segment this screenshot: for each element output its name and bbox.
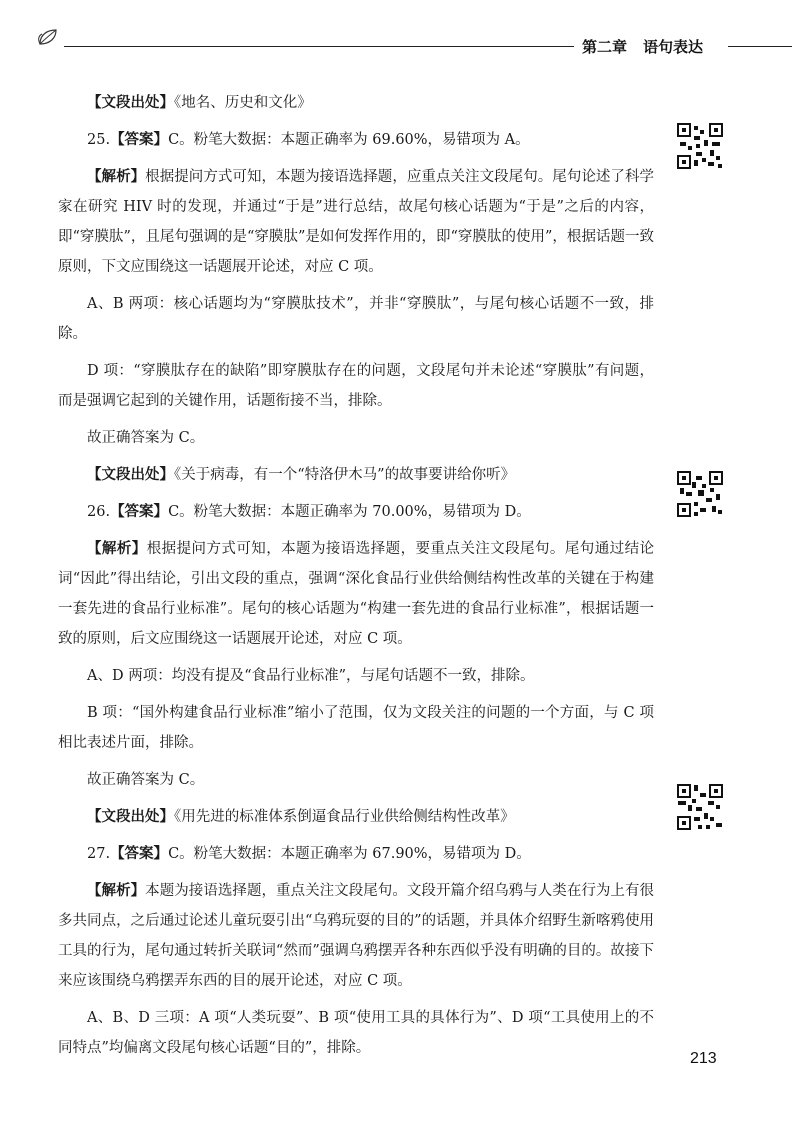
paragraph-text: 根据提问方式可知，本题为接语选择题，应重点关注文段尾句。尾句论述了科学家在研究 HIV 时的发现，并通过“于是”进行总结，故尾句核心话题为“于是”之后的内容，即“穿膜肽”，且尾句强调的是“穿膜肽”是如何发挥作用的，即“穿膜肽的使用”，根据话题一致原则，下文应围绕这一话题展开论述，对应 C 项。: [58, 169, 655, 275]
header-rule-right: [728, 46, 792, 47]
analysis-paragraph: [58, 162, 654, 282]
paragraph-text: 根据提问方式可知，本题为接语选择题，要重点关注文段尾句。尾句通过结论词“因此”得出结论，引出文段的重点，强调“深化食品行业供给侧结构性改革的关键在于构建一套先进的食品行业标准”。尾句的核心话题为“构建一套先进的食品行业标准”，根据话题一致的原则，后文应围绕这一话题展开论述，对应 C 项。: [58, 541, 655, 647]
leaf-icon: [36, 26, 64, 48]
answer-paragraph: [58, 839, 654, 869]
source-paragraph: [58, 802, 654, 832]
source-paragraph: [58, 460, 654, 490]
answer-explanations: [58, 88, 654, 1070]
paragraph-text: 《用先进的标准体系倒逼食品行业供给侧结构性改革》: [174, 809, 515, 825]
qr-code-icon[interactable]: [676, 122, 724, 170]
source-paragraph: [58, 88, 654, 118]
paragraph-text: C。粉笔大数据：本题正确率为 67.90%，易错项为 D。: [168, 846, 531, 862]
option-paragraph: A、B 两项：核心话题均为“穿膜肽技术”，并非“穿膜肽”，与尾句核心话题不一致，排除。: [58, 296, 654, 342]
analysis-tag: 【解析】: [87, 541, 147, 557]
analysis-paragraph: [58, 534, 654, 654]
option-paragraph: A、D 两项：均没有提及“食品行业标准”，与尾句话题不一致，排除。: [87, 668, 535, 684]
source-tag: 【文段出处】: [87, 809, 174, 825]
paragraph-text: 本题为接语选择题，重点关注文段尾句。文段开篇介绍乌鸦与人类在行为上有很多共同点，之后通过论述儿童玩耍引出“乌鸦玩耍的目的”的话题，并具体介绍野生新喀鸦使用工具的行为，尾句通过转折关联词“然而”强调乌鸦摆弄各种东西似乎没有明确的目的。故接下来应该围绕乌鸦摆弄东西的目的展开论述，对应 C 项。: [58, 883, 655, 989]
analysis-tag: 【解析】: [87, 169, 146, 185]
answer-tag: 【答案】: [110, 846, 169, 862]
question-number: 27.: [87, 846, 111, 862]
conclusion-paragraph: 故正确答案为 C。: [87, 430, 205, 446]
answer-paragraph: [58, 497, 654, 527]
header-rule-left: [64, 46, 574, 47]
question-number: 25.: [87, 132, 111, 148]
source-tag: 【文段出处】: [87, 95, 174, 111]
answer-paragraph: [58, 125, 654, 155]
source-tag: 【文段出处】: [87, 467, 174, 483]
answer-tag: 【答案】: [110, 132, 169, 148]
paragraph-text: 《关于病毒，有一个“特洛伊木马”的故事要讲给你听》: [174, 467, 516, 483]
section-label: 语句表达: [643, 38, 704, 56]
chapter-heading: [582, 36, 703, 57]
qr-code-icon[interactable]: [676, 470, 724, 518]
option-paragraph: A、B、D 三项：A 项“人类玩耍”、B 项“使用工具的具体行为”、D 项“工具使用上的不同特点”均偏离文段尾句核心话题“目的”，排除。: [58, 1010, 654, 1056]
paragraph-text: C。粉笔大数据：本题正确率为 70.00%，易错项为 D。: [168, 504, 531, 520]
page-header: [0, 0, 800, 70]
option-paragraph: D 项：“穿膜肽存在的缺陷”即穿膜肽存在的问题，文段尾句并未论述“穿膜肽”有问题，而是强调它起到的关键作用，话题衔接不当，排除。: [58, 363, 654, 409]
option-paragraph: B 项：“国外构建食品行业标准”缩小了范围，仅为文段关注的问题的一个方面，与 C 项相比表述片面，排除。: [58, 705, 654, 751]
paragraph-text: 《地名、历史和文化》: [174, 95, 312, 111]
answer-tag: 【答案】: [110, 504, 169, 520]
question-number: 26.: [87, 504, 111, 520]
analysis-tag: 【解析】: [87, 883, 146, 899]
page-number: 213: [690, 1050, 717, 1067]
qr-code-icon[interactable]: [676, 783, 724, 831]
chapter-label: 第二章: [582, 38, 628, 56]
paragraph-text: C。粉笔大数据：本题正确率为 69.60%，易错项为 A。: [168, 132, 530, 148]
conclusion-paragraph: 故正确答案为 C。: [87, 772, 205, 788]
analysis-paragraph: [58, 876, 654, 996]
